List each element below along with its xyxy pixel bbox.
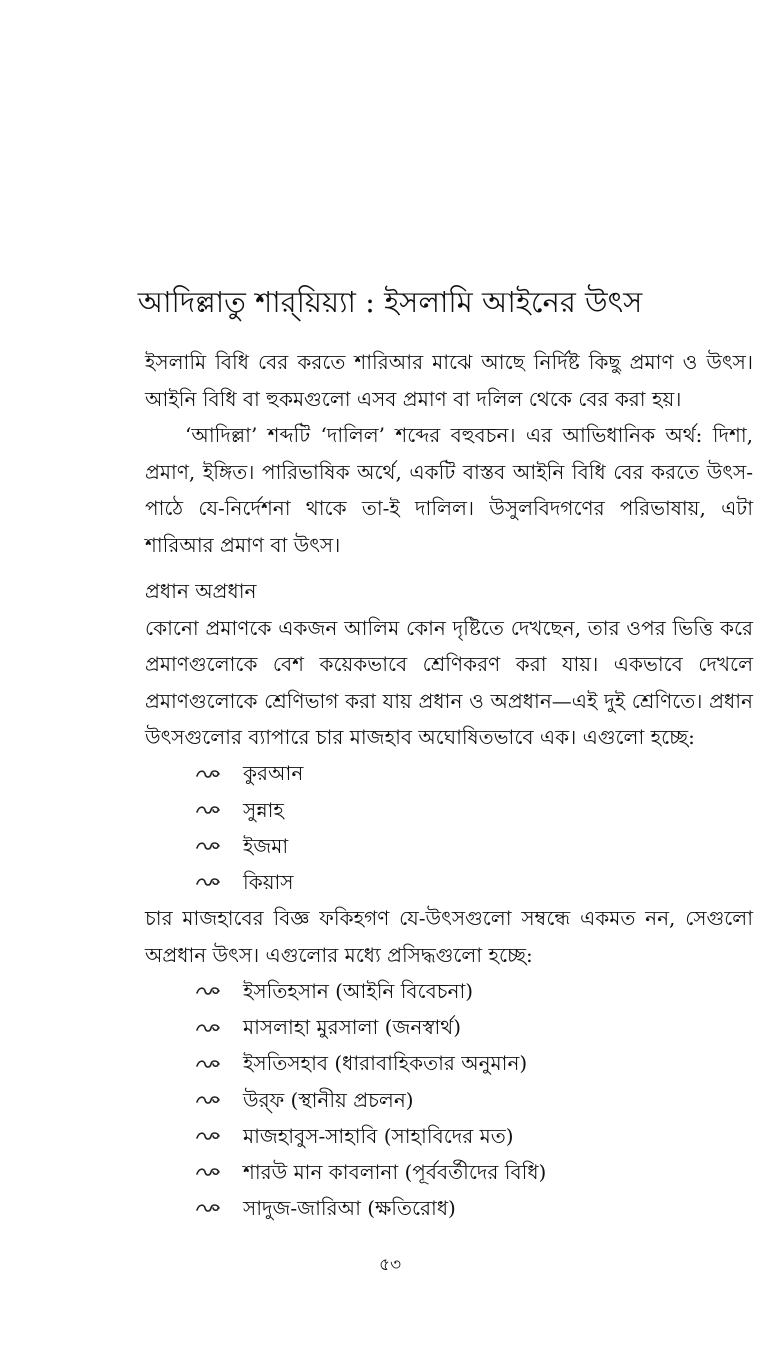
swirl-ornament-icon	[195, 1094, 243, 1106]
secondary-intro: চার মাজহাবের বিজ্ঞ ফকিহগণ যে-উৎসগুলো সম্বন্ধে একমত নন, সেগুলো অপ্রধান উৎস। এগুলোর মধ্যে প্রসিদ্ধগুলো হচ্ছে:	[145, 906, 753, 967]
list-item-label: কিয়াস	[243, 869, 294, 894]
swirl-ornament-icon	[195, 1202, 243, 1214]
page-body	[145, 344, 753, 1227]
list-item	[195, 1046, 753, 1082]
list-item	[195, 1154, 753, 1190]
page-number: ৫৩	[378, 1255, 402, 1275]
list-item-label: সাদুজ-জারিআ (ক্ষতিরোধ)	[243, 1196, 456, 1221]
list-item-label: উর্‌ফ (স্থানীয় প্রচলন)	[243, 1087, 414, 1112]
swirl-ornament-icon	[195, 876, 243, 888]
list-item	[195, 973, 753, 1009]
list-item	[195, 756, 753, 792]
list-item-label: সুন্নাহ	[243, 797, 284, 822]
section-heading: প্রধান অপ্রধান	[145, 579, 257, 603]
list-item	[195, 828, 753, 864]
list-item-label: মাসলাহা মুরসালা (জনস্বার্থ)	[243, 1015, 462, 1040]
swirl-ornament-icon	[195, 768, 243, 780]
secondary-sources-list	[145, 973, 753, 1226]
swirl-ornament-icon	[195, 1166, 243, 1178]
list-item	[195, 1082, 753, 1118]
list-item-label: ইসতিহসান (আইনি বিবেচনা)	[243, 979, 474, 1004]
swirl-ornament-icon	[195, 1058, 243, 1070]
paragraph-intro: ইসলামি বিধি বের করতে শারিআর মাঝে আছে নির্দিষ্ট কিছু প্রমাণ ও উৎস। আইনি বিধি বা হুকমগুলো এসব প্রমাণ বা দলিল থেকে বের করা হয়।	[145, 350, 753, 411]
list-item	[195, 1190, 753, 1226]
list-item	[195, 1009, 753, 1045]
list-item	[195, 1118, 753, 1154]
primary-sources-list	[145, 756, 753, 901]
swirl-ornament-icon	[195, 985, 243, 997]
list-item	[195, 864, 753, 900]
chapter-title: আদিল্লাতু শার্‌য়িয়্যা : ইসলামি আইনের উৎস	[137, 285, 643, 319]
swirl-ornament-icon	[195, 1130, 243, 1142]
section-intro: কোনো প্রমাণকে একজন আলিম কোন দৃষ্টিতে দেখছেন, তার ওপর ভিত্তি করে প্রমাণগুলোকে বেশ কয়েকভাবে শ্রেণিকরণ করা যায়। একভাবে দেখলে প্রমাণগুলোকে শ্রেণিভাগ করা যায় প্রধান ও অপ্রধান—এই দুই শ্রেণিতে। প্রধান উৎসগুলোর ব্যাপারে চার মাজহাব অঘোষিতভাবে এক। এগুলো হচ্ছে:	[145, 615, 753, 749]
list-item-label: কুরআন	[243, 761, 304, 786]
paragraph-definition: ‘আদিল্লা’ শব্দটি ‘দালিল’ শব্দের বহুবচন। এর আভিধানিক অর্থ: দিশা, প্রমাণ, ইঙ্গিত। পারিভাষিক অর্থে, একটি বাস্তব আইনি বিধি বের করতে উৎস-পাঠে যে-নির্দেশনা থাকে তা-ই দালিল। উসুলবিদগণের পরিভাষায়, এটা শারিআর প্রমাণ বা উৎস।	[145, 423, 753, 557]
list-item	[195, 792, 753, 828]
swirl-ornament-icon	[195, 804, 243, 816]
list-item-label: ইসতিসহাব (ধারাবাহিকতার অনুমান)	[243, 1051, 528, 1076]
list-item-label: ইজমা	[243, 833, 289, 858]
swirl-ornament-icon	[195, 1022, 243, 1034]
list-item-label: শারউ মান কাবলানা (পূর্ববর্তীদের বিধি)	[243, 1160, 547, 1185]
list-item-label: মাজহাবুস-সাহাবি (সাহাবিদের মত)	[243, 1123, 514, 1148]
swirl-ornament-icon	[195, 840, 243, 852]
